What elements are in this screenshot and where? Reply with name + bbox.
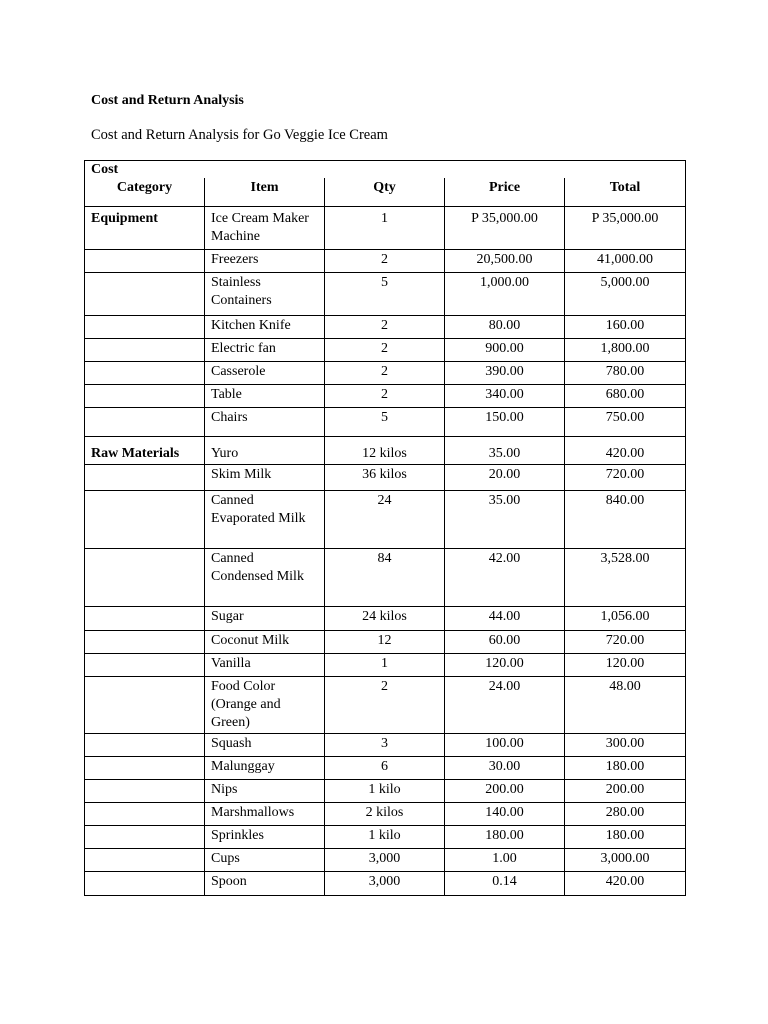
price-cell: 60.00 <box>445 631 565 654</box>
header-total: Total <box>565 178 686 207</box>
item-cell: Casserole <box>205 362 325 385</box>
category-cell <box>85 677 205 734</box>
qty-cell: 3 <box>325 734 445 757</box>
item-cell: Canned Condensed Milk <box>205 549 325 607</box>
price-cell: 24.00 <box>445 677 565 734</box>
table-row <box>85 757 686 780</box>
table-row <box>85 872 686 896</box>
price-cell: P 35,000.00 <box>445 207 565 250</box>
table-row <box>85 437 686 465</box>
item-cell: Ice Cream Maker Machine <box>205 207 325 250</box>
qty-cell: 12 kilos <box>325 437 445 465</box>
table-row <box>85 273 686 316</box>
category-cell <box>85 316 205 339</box>
price-cell: 44.00 <box>445 607 565 631</box>
price-cell: 340.00 <box>445 385 565 408</box>
qty-cell: 24 <box>325 491 445 549</box>
qty-cell: 84 <box>325 549 445 607</box>
header-price: Price <box>445 178 565 207</box>
header-qty: Qty <box>325 178 445 207</box>
qty-cell: 2 <box>325 250 445 273</box>
price-cell: 180.00 <box>445 826 565 849</box>
qty-cell: 2 <box>325 339 445 362</box>
item-cell: Chairs <box>205 408 325 437</box>
document-heading: Cost and Return Analysis <box>91 93 244 108</box>
header-category: Category <box>85 178 205 207</box>
price-cell: 20,500.00 <box>445 250 565 273</box>
qty-cell: 5 <box>325 408 445 437</box>
item-cell: Stainless Containers <box>205 273 325 316</box>
qty-cell: 24 kilos <box>325 607 445 631</box>
item-cell: Yuro <box>205 437 325 465</box>
category-cell <box>85 273 205 316</box>
total-cell: 5,000.00 <box>565 273 686 316</box>
item-cell: Sugar <box>205 607 325 631</box>
table-row <box>85 207 686 250</box>
item-cell: Canned Evaporated Milk <box>205 491 325 549</box>
table-row <box>85 362 686 385</box>
table-row <box>85 250 686 273</box>
category-cell <box>85 654 205 677</box>
table-row <box>85 607 686 631</box>
total-cell: P 35,000.00 <box>565 207 686 250</box>
cost-table <box>84 160 686 896</box>
category-cell <box>85 491 205 549</box>
total-cell: 3,000.00 <box>565 849 686 872</box>
document-subheading: Cost and Return Analysis for Go Veggie Ice Cream <box>91 127 388 143</box>
item-cell: Spoon <box>205 872 325 896</box>
price-cell: 0.14 <box>445 872 565 896</box>
category-cell <box>85 849 205 872</box>
table-row <box>85 734 686 757</box>
price-cell: 150.00 <box>445 408 565 437</box>
category-cell <box>85 734 205 757</box>
item-cell: Squash <box>205 734 325 757</box>
table-row <box>85 849 686 872</box>
item-cell: Electric fan <box>205 339 325 362</box>
table-row <box>85 631 686 654</box>
category-cell <box>85 631 205 654</box>
item-cell: Table <box>205 385 325 408</box>
cost-section-label: Cost <box>85 161 686 179</box>
total-cell: 720.00 <box>565 465 686 491</box>
qty-cell: 12 <box>325 631 445 654</box>
item-cell: Sprinkles <box>205 826 325 849</box>
category-cell <box>85 607 205 631</box>
category-cell <box>85 250 205 273</box>
item-cell: Food Color (Orange and Green) <box>205 677 325 734</box>
total-cell: 200.00 <box>565 780 686 803</box>
table-row <box>85 780 686 803</box>
price-cell: 20.00 <box>445 465 565 491</box>
price-cell: 1.00 <box>445 849 565 872</box>
total-cell: 300.00 <box>565 734 686 757</box>
qty-cell: 6 <box>325 757 445 780</box>
table-body <box>85 207 686 896</box>
table-row <box>85 549 686 607</box>
total-cell: 180.00 <box>565 826 686 849</box>
cost-section-row <box>85 161 686 179</box>
total-cell: 420.00 <box>565 872 686 896</box>
total-cell: 1,056.00 <box>565 607 686 631</box>
item-cell: Freezers <box>205 250 325 273</box>
category-cell <box>85 465 205 491</box>
item-cell: Nips <box>205 780 325 803</box>
qty-cell: 1 kilo <box>325 780 445 803</box>
table-row <box>85 826 686 849</box>
table-row <box>85 385 686 408</box>
price-cell: 80.00 <box>445 316 565 339</box>
total-cell: 3,528.00 <box>565 549 686 607</box>
price-cell: 30.00 <box>445 757 565 780</box>
table-row <box>85 339 686 362</box>
item-cell: Skim Milk <box>205 465 325 491</box>
qty-cell: 5 <box>325 273 445 316</box>
total-cell: 1,800.00 <box>565 339 686 362</box>
total-cell: 720.00 <box>565 631 686 654</box>
category-cell <box>85 549 205 607</box>
price-cell: 200.00 <box>445 780 565 803</box>
item-cell: Malunggay <box>205 757 325 780</box>
category-cell <box>85 757 205 780</box>
category-cell <box>85 385 205 408</box>
price-cell: 42.00 <box>445 549 565 607</box>
price-cell: 120.00 <box>445 654 565 677</box>
category-cell <box>85 872 205 896</box>
table-row <box>85 803 686 826</box>
qty-cell: 2 <box>325 362 445 385</box>
total-cell: 160.00 <box>565 316 686 339</box>
total-cell: 750.00 <box>565 408 686 437</box>
item-cell: Marshmallows <box>205 803 325 826</box>
qty-cell: 3,000 <box>325 849 445 872</box>
total-cell: 41,000.00 <box>565 250 686 273</box>
qty-cell: 2 <box>325 316 445 339</box>
qty-cell: 1 <box>325 654 445 677</box>
price-cell: 1,000.00 <box>445 273 565 316</box>
price-cell: 35.00 <box>445 437 565 465</box>
category-cell: Raw Materials <box>85 437 205 465</box>
table-row <box>85 654 686 677</box>
category-cell <box>85 780 205 803</box>
qty-cell: 2 kilos <box>325 803 445 826</box>
header-item: Item <box>205 178 325 207</box>
total-cell: 48.00 <box>565 677 686 734</box>
category-cell <box>85 339 205 362</box>
table-row <box>85 316 686 339</box>
item-cell: Vanilla <box>205 654 325 677</box>
total-cell: 280.00 <box>565 803 686 826</box>
total-cell: 180.00 <box>565 757 686 780</box>
qty-cell: 1 kilo <box>325 826 445 849</box>
category-cell <box>85 803 205 826</box>
table-row <box>85 491 686 549</box>
total-cell: 420.00 <box>565 437 686 465</box>
price-cell: 900.00 <box>445 339 565 362</box>
price-cell: 100.00 <box>445 734 565 757</box>
table-header-row <box>85 178 686 207</box>
item-cell: Coconut Milk <box>205 631 325 654</box>
category-cell <box>85 408 205 437</box>
total-cell: 840.00 <box>565 491 686 549</box>
total-cell: 780.00 <box>565 362 686 385</box>
category-cell <box>85 826 205 849</box>
qty-cell: 1 <box>325 207 445 250</box>
total-cell: 120.00 <box>565 654 686 677</box>
category-cell <box>85 362 205 385</box>
table-row <box>85 465 686 491</box>
price-cell: 390.00 <box>445 362 565 385</box>
price-cell: 140.00 <box>445 803 565 826</box>
qty-cell: 3,000 <box>325 872 445 896</box>
item-cell: Kitchen Knife <box>205 316 325 339</box>
table-row <box>85 408 686 437</box>
total-cell: 680.00 <box>565 385 686 408</box>
qty-cell: 2 <box>325 385 445 408</box>
table-row <box>85 677 686 734</box>
price-cell: 35.00 <box>445 491 565 549</box>
item-cell: Cups <box>205 849 325 872</box>
category-cell: Equipment <box>85 207 205 250</box>
qty-cell: 36 kilos <box>325 465 445 491</box>
qty-cell: 2 <box>325 677 445 734</box>
